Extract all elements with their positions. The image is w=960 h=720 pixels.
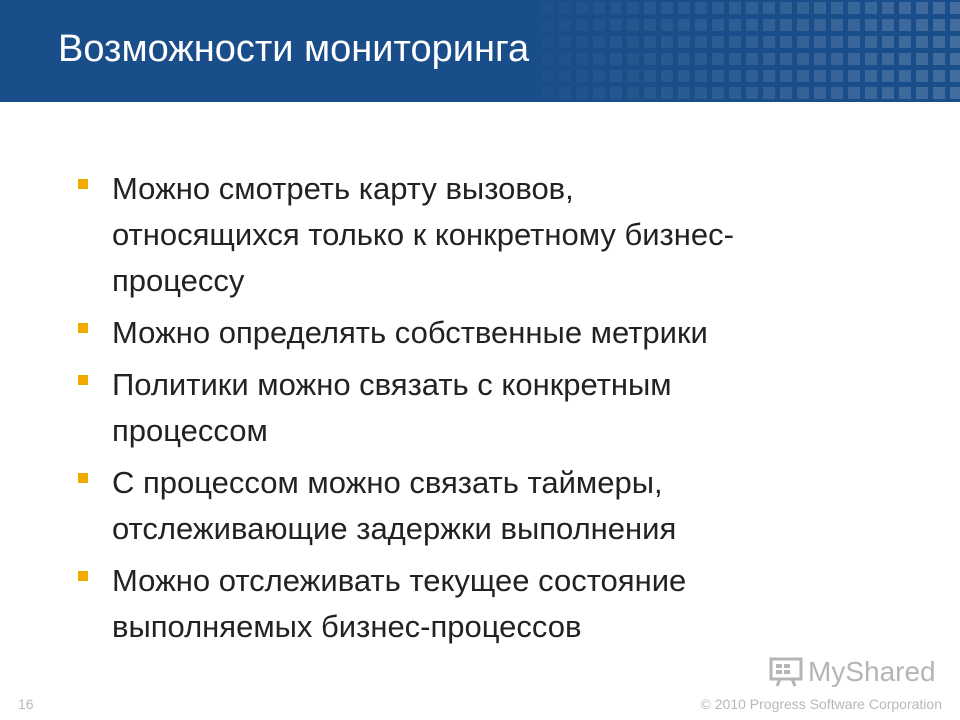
header-tile — [610, 70, 622, 82]
header-tile — [933, 2, 945, 14]
header-tile — [763, 87, 775, 99]
header-tile — [780, 36, 792, 48]
header-tile — [950, 2, 960, 14]
header-tile — [814, 19, 826, 31]
header-tile — [695, 19, 707, 31]
header-tile — [712, 53, 724, 65]
header-tile — [644, 36, 656, 48]
header-tile — [780, 70, 792, 82]
header-tile — [763, 2, 775, 14]
header-tile — [712, 87, 724, 99]
header-tile — [916, 53, 928, 65]
header-tile — [899, 53, 911, 65]
header-tile — [933, 53, 945, 65]
header-tile — [542, 53, 554, 65]
header-tile — [865, 70, 877, 82]
square-bullet-icon — [78, 473, 88, 483]
header-tile — [950, 19, 960, 31]
bullet-line: Можно определять собственные метрики — [112, 315, 708, 350]
header-tile — [814, 2, 826, 14]
header-tile — [576, 2, 588, 14]
header-tile — [678, 87, 690, 99]
header-tile — [882, 87, 894, 99]
header-tile — [916, 2, 928, 14]
bullet-line: отслеживающие задержки выполнения — [112, 511, 677, 546]
slide-title: Возможности мониторинга — [58, 28, 530, 70]
header-tile — [576, 70, 588, 82]
header-tile — [593, 2, 605, 14]
header-tile — [780, 19, 792, 31]
header-tile — [865, 53, 877, 65]
header-tile — [729, 2, 741, 14]
header-tile — [746, 2, 758, 14]
header-tile — [559, 19, 571, 31]
bullet-item — [78, 558, 878, 650]
header-tile — [848, 87, 860, 99]
header-tile — [899, 36, 911, 48]
header-tile — [797, 2, 809, 14]
header-tile — [559, 53, 571, 65]
header-tile — [831, 2, 843, 14]
bullet-item — [78, 460, 878, 552]
header-tile — [865, 19, 877, 31]
header-tile — [729, 36, 741, 48]
bullet-list — [78, 166, 878, 656]
header-tile — [882, 53, 894, 65]
header-tile-pattern — [540, 0, 960, 102]
header-tile — [763, 36, 775, 48]
header-tile — [797, 53, 809, 65]
header-tile — [746, 87, 758, 99]
header-tile — [865, 87, 877, 99]
header-tile — [644, 19, 656, 31]
header-tile — [831, 36, 843, 48]
header-tile — [627, 70, 639, 82]
header-tile — [712, 19, 724, 31]
header-tile — [916, 70, 928, 82]
header-tile — [542, 19, 554, 31]
header-tile — [865, 2, 877, 14]
header-tile — [610, 2, 622, 14]
header-tile — [610, 53, 622, 65]
header-tile — [712, 70, 724, 82]
page-number: 16 — [18, 696, 34, 712]
header-tile — [746, 70, 758, 82]
header-tile — [797, 70, 809, 82]
header-tile — [780, 53, 792, 65]
header-tile — [712, 2, 724, 14]
bullet-line: С процессом можно связать таймеры, — [112, 465, 663, 500]
header-tile — [678, 70, 690, 82]
header-tile — [678, 2, 690, 14]
header-tile — [933, 87, 945, 99]
header-tile — [797, 87, 809, 99]
header-tile — [882, 19, 894, 31]
header-tile — [695, 53, 707, 65]
bullet-item — [78, 362, 878, 454]
header-tile — [593, 70, 605, 82]
header-tile — [627, 2, 639, 14]
header-tile — [848, 53, 860, 65]
header-tile — [576, 36, 588, 48]
header-tile — [661, 53, 673, 65]
header-tile — [593, 19, 605, 31]
header-tile — [644, 53, 656, 65]
bullet-line: относящихся только к конкретному бизнес- — [112, 217, 734, 252]
header-tile — [899, 2, 911, 14]
header-tile — [576, 87, 588, 99]
header-tile — [916, 19, 928, 31]
bullet-line: процессу — [112, 263, 245, 298]
bullet-line: Можно отслеживать текущее состояние — [112, 563, 687, 598]
header-tile — [899, 87, 911, 99]
header-tile — [644, 70, 656, 82]
header-tile — [627, 36, 639, 48]
header-tile — [950, 87, 960, 99]
header-tile — [644, 2, 656, 14]
bullet-line: выполняемых бизнес-процессов — [112, 609, 582, 644]
header-tile — [542, 70, 554, 82]
header-tile — [763, 70, 775, 82]
bullet-line: Можно смотреть карту вызовов, — [112, 171, 574, 206]
header-tile — [576, 19, 588, 31]
header-tile — [729, 70, 741, 82]
header-tile — [814, 70, 826, 82]
header-tile — [559, 70, 571, 82]
header-tile — [678, 36, 690, 48]
header-tile — [576, 53, 588, 65]
header-tile — [814, 53, 826, 65]
header-tile — [916, 87, 928, 99]
header-tile — [746, 19, 758, 31]
slide-header — [0, 0, 960, 102]
header-tile — [763, 53, 775, 65]
header-tile — [797, 19, 809, 31]
header-tile — [950, 36, 960, 48]
bullet-line: процессом — [112, 413, 268, 448]
header-tile — [899, 70, 911, 82]
bullet-item — [78, 166, 878, 304]
bullet-item — [78, 310, 878, 356]
header-tile — [593, 87, 605, 99]
header-tile — [933, 70, 945, 82]
header-tile — [678, 53, 690, 65]
header-tile — [559, 87, 571, 99]
header-tile — [831, 53, 843, 65]
header-tile — [610, 19, 622, 31]
header-tile — [746, 36, 758, 48]
header-tile — [763, 19, 775, 31]
header-tile — [831, 19, 843, 31]
header-tile — [882, 36, 894, 48]
header-tile — [848, 36, 860, 48]
header-tile — [610, 36, 622, 48]
header-tile — [865, 36, 877, 48]
header-tile — [950, 53, 960, 65]
header-tile — [695, 36, 707, 48]
header-tile — [627, 87, 639, 99]
header-tile — [644, 87, 656, 99]
header-tile — [780, 2, 792, 14]
square-bullet-icon — [78, 323, 88, 333]
header-tile — [933, 19, 945, 31]
header-tile — [848, 19, 860, 31]
bullet-line: Политики можно связать с конкретным — [112, 367, 672, 402]
header-tile — [593, 36, 605, 48]
header-tile — [661, 87, 673, 99]
presentation-board-icon — [768, 656, 804, 688]
header-tile — [542, 2, 554, 14]
header-tile — [814, 87, 826, 99]
header-tile — [950, 70, 960, 82]
watermark — [768, 656, 936, 688]
header-tile — [593, 53, 605, 65]
square-bullet-icon — [78, 375, 88, 385]
header-tile — [916, 36, 928, 48]
header-tile — [712, 36, 724, 48]
header-tile — [729, 53, 741, 65]
header-tile — [661, 19, 673, 31]
header-tile — [559, 36, 571, 48]
header-tile — [831, 70, 843, 82]
header-tile — [814, 36, 826, 48]
header-tile — [695, 87, 707, 99]
header-tile — [746, 53, 758, 65]
header-tile — [780, 87, 792, 99]
header-tile — [610, 87, 622, 99]
header-tile — [661, 36, 673, 48]
header-tile — [627, 53, 639, 65]
copyright-text: © 2010 Progress Software Corporation — [700, 696, 942, 712]
header-tile — [882, 2, 894, 14]
header-tile — [899, 19, 911, 31]
header-tile — [661, 2, 673, 14]
header-tile — [882, 70, 894, 82]
square-bullet-icon — [78, 179, 88, 189]
header-tile — [831, 87, 843, 99]
header-tile — [848, 70, 860, 82]
header-tile — [729, 19, 741, 31]
header-tile — [542, 36, 554, 48]
header-tile — [542, 87, 554, 99]
square-bullet-icon — [78, 571, 88, 581]
header-tile — [797, 36, 809, 48]
header-tile — [661, 70, 673, 82]
header-tile — [559, 2, 571, 14]
header-tile — [678, 19, 690, 31]
header-tile — [695, 70, 707, 82]
header-tile — [627, 19, 639, 31]
watermark-text: MyShared — [808, 656, 936, 687]
header-tile — [695, 2, 707, 14]
header-tile — [729, 87, 741, 99]
header-tile — [933, 36, 945, 48]
header-tile — [848, 2, 860, 14]
